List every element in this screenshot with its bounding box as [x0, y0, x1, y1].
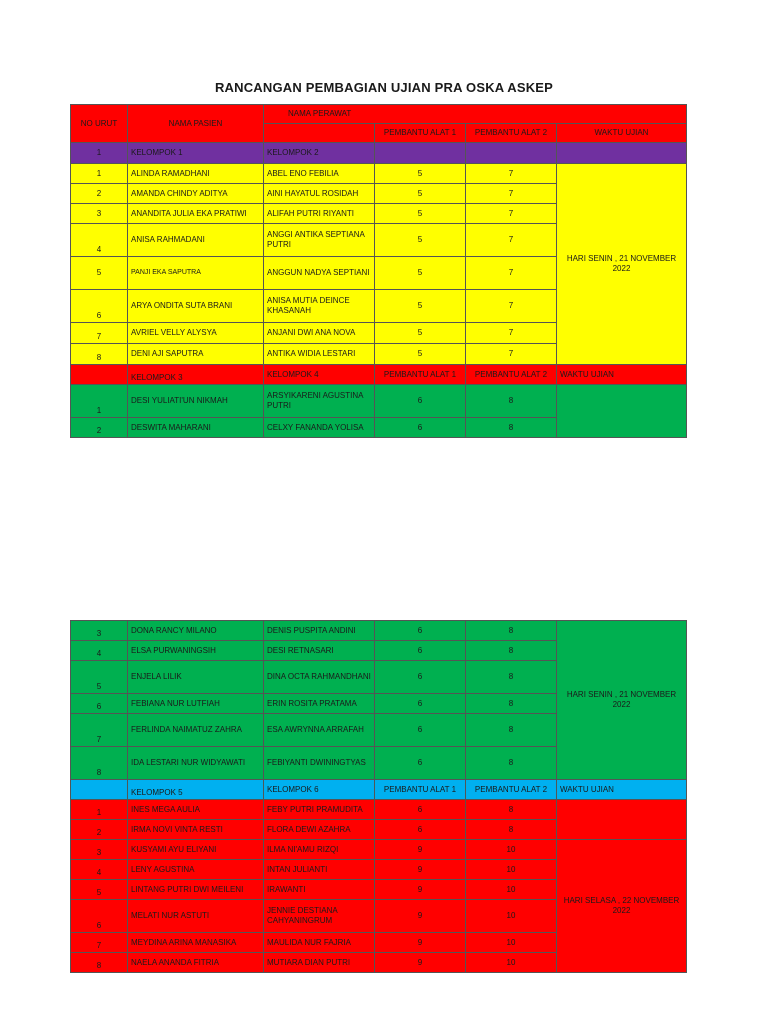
header-waktu: WAKTU UJIAN	[557, 365, 687, 385]
header-no-urut: NO URUT	[71, 105, 128, 143]
nurse-name: DENIS PUSPITA ANDINI	[264, 621, 375, 641]
table-row	[71, 840, 687, 860]
patient-name: DESWITA MAHARANI	[128, 418, 264, 438]
header-pembantu-1: PEMBANTU ALAT 1	[375, 365, 466, 385]
nurse-name: IRAWANTI	[264, 880, 375, 900]
nurse-name: ESA AWRYNNA ARRAFAH	[264, 714, 375, 747]
nurse-name: ANTIKA WIDIA LESTARI	[264, 344, 375, 365]
assistant-2-value: 8	[466, 385, 557, 418]
row-number: 7	[71, 714, 128, 747]
assistant-1-value: 6	[375, 621, 466, 641]
header-waktu: WAKTU UJIAN	[557, 780, 687, 800]
nurse-name: MAULIDA NUR FAJRIA	[264, 933, 375, 953]
assistant-1-value: 9	[375, 880, 466, 900]
assistant-2-value: 8	[466, 820, 557, 840]
patient-name: AVRIEL VELLY ALYSYA	[128, 323, 264, 344]
table-row	[71, 621, 687, 641]
blank-cell	[557, 143, 687, 164]
patient-name: ARYA ONDITA SUTA BRANI	[128, 290, 264, 323]
row-number: 1	[71, 385, 128, 418]
patient-name: DESI YULIATI'UN NIKMAH	[128, 385, 264, 418]
perawat-group-label: KELOMPOK 4	[264, 365, 375, 385]
nurse-name: JENNIE DESTIANA CAHYANINGRUM	[264, 900, 375, 933]
assistant-1-value: 9	[375, 860, 466, 880]
patient-name: PANJI EKA SAPUTRA	[128, 257, 264, 290]
assistant-2-value: 10	[466, 953, 557, 973]
nurse-name: AINI HAYATUL ROSIDAH	[264, 184, 375, 204]
row-number: 3	[71, 840, 128, 860]
nurse-name: ERIN ROSITA PRATAMA	[264, 694, 375, 714]
assistant-1-value: 5	[375, 184, 466, 204]
assistant-1-value: 5	[375, 224, 466, 257]
assistant-1-value: 5	[375, 323, 466, 344]
row-number: 2	[71, 418, 128, 438]
assistant-2-value: 10	[466, 860, 557, 880]
blank-cell	[375, 143, 466, 164]
nurse-name: ARSYIKARENI AGUSTINA PUTRI	[264, 385, 375, 418]
header-waktu: WAKTU UJIAN	[557, 124, 687, 143]
exam-time: HARI SENIN , 21 NOVEMBER 2022	[557, 164, 687, 365]
row-number: 8	[71, 953, 128, 973]
patient-name: LENY AGUSTINA	[128, 860, 264, 880]
nurse-name: FEBY PUTRI PRAMUDITA	[264, 800, 375, 820]
patient-name: DONA RANCY MILANO	[128, 621, 264, 641]
assistant-1-value: 6	[375, 385, 466, 418]
header-pembantu-2: PEMBANTU ALAT 2	[466, 124, 557, 143]
header-blank	[264, 124, 375, 143]
nurse-name: ANGGUN NADYA SEPTIANI	[264, 257, 375, 290]
row-number: 5	[71, 257, 128, 290]
row-number: 5	[71, 880, 128, 900]
row-number: 4	[71, 641, 128, 661]
assistant-2-value: 8	[466, 694, 557, 714]
nurse-name: INTAN JULIANTI	[264, 860, 375, 880]
assistant-2-value: 10	[466, 840, 557, 860]
patient-name: ELSA PURWANINGSIH	[128, 641, 264, 661]
nurse-name: DESI RETNASARI	[264, 641, 375, 661]
patient-name: NAELA ANANDA FITRIA	[128, 953, 264, 973]
nurse-name: DINA OCTA RAHMANDHANI	[264, 661, 375, 694]
row-number: 3	[71, 621, 128, 641]
group-label: KELOMPOK 3	[128, 365, 264, 385]
header-pembantu-1: PEMBANTU ALAT 1	[375, 124, 466, 143]
assistant-1-value: 5	[375, 164, 466, 184]
assistant-1-value: 5	[375, 290, 466, 323]
row-number: 6	[71, 900, 128, 933]
patient-name: ANANDITA JULIA EKA PRATIWI	[128, 204, 264, 224]
patient-name: FERLINDA NAIMATUZ ZAHRA	[128, 714, 264, 747]
row-number: 8	[71, 344, 128, 365]
nurse-name: FLORA DEWI AZAHRA	[264, 820, 375, 840]
perawat-group-label: KELOMPOK 6	[264, 780, 375, 800]
row-number: 8	[71, 747, 128, 780]
blank-cell	[557, 800, 687, 840]
assistant-1-value: 6	[375, 714, 466, 747]
patient-name: AMANDA CHINDY ADITYA	[128, 184, 264, 204]
assistant-1-value: 9	[375, 933, 466, 953]
patient-name: MELATI NUR ASTUTI	[128, 900, 264, 933]
patient-name: KUSYAMI AYU ELIYANI	[128, 840, 264, 860]
patient-name: IRMA NOVI VINTA RESTI	[128, 820, 264, 840]
patient-name: FEBIANA NUR LUTFIAH	[128, 694, 264, 714]
assistant-2-value: 7	[466, 164, 557, 184]
assistant-2-value: 8	[466, 714, 557, 747]
nurse-name: CELXY FANANDA YOLISA	[264, 418, 375, 438]
assistant-2-value: 10	[466, 880, 557, 900]
header-pembantu-2: PEMBANTU ALAT 2	[466, 780, 557, 800]
assistant-2-value: 10	[466, 900, 557, 933]
schedule-table-bottom	[70, 620, 687, 973]
patient-name: ALINDA RAMADHANI	[128, 164, 264, 184]
row-number: 3	[71, 204, 128, 224]
nurse-name: MUTIARA DIAN PUTRI	[264, 953, 375, 973]
assistant-2-value: 7	[466, 184, 557, 204]
row-number: 1	[71, 800, 128, 820]
table-row	[71, 800, 687, 820]
assistant-2-value: 7	[466, 290, 557, 323]
assistant-2-value: 7	[466, 257, 557, 290]
assistant-1-value: 5	[375, 204, 466, 224]
row-number: 5	[71, 661, 128, 694]
nurse-name: FEBIYANTI DWININGTYAS	[264, 747, 375, 780]
nurse-name: ANJANI DWI ANA NOVA	[264, 323, 375, 344]
row-number: 6	[71, 290, 128, 323]
schedule-table-top	[70, 104, 687, 438]
row-number: 7	[71, 323, 128, 344]
patient-name: ANISA RAHMADANI	[128, 224, 264, 257]
row-number: 2	[71, 820, 128, 840]
table-row	[71, 164, 687, 184]
row-number: 2	[71, 184, 128, 204]
patient-name: DENI AJI SAPUTRA	[128, 344, 264, 365]
assistant-2-value: 8	[466, 621, 557, 641]
assistant-2-value: 7	[466, 323, 557, 344]
assistant-1-value: 5	[375, 344, 466, 365]
header-pembantu-2: PEMBANTU ALAT 2	[466, 365, 557, 385]
row-number: 1	[71, 164, 128, 184]
assistant-1-value: 6	[375, 694, 466, 714]
blank-cell	[71, 780, 128, 800]
assistant-2-value: 7	[466, 344, 557, 365]
nurse-name: ANISA MUTIA DEINCE KHASANAH	[264, 290, 375, 323]
patient-name: IDA LESTARI NUR WIDYAWATI	[128, 747, 264, 780]
row-number: 7	[71, 933, 128, 953]
assistant-1-value: 6	[375, 800, 466, 820]
assistant-2-value: 10	[466, 933, 557, 953]
header-pembantu-1: PEMBANTU ALAT 1	[375, 780, 466, 800]
nurse-name: ANGGI ANTIKA SEPTIANA PUTRI	[264, 224, 375, 257]
assistant-1-value: 6	[375, 820, 466, 840]
blank-cell	[466, 143, 557, 164]
exam-time: HARI SENIN , 21 NOVEMBER 2022	[557, 621, 687, 780]
group-label: KELOMPOK 1	[128, 143, 264, 164]
assistant-2-value: 8	[466, 661, 557, 694]
assistant-1-value: 6	[375, 418, 466, 438]
patient-name: LINTANG PUTRI DWI MEILENI	[128, 880, 264, 900]
row-number: 6	[71, 694, 128, 714]
assistant-2-value: 8	[466, 418, 557, 438]
assistant-2-value: 8	[466, 800, 557, 820]
header-nama-pasien: NAMA PASIEN	[128, 105, 264, 143]
page-title: RANCANGAN PEMBAGIAN UJIAN PRA OSKA ASKEP	[214, 80, 554, 95]
patient-name: INES MEGA AULIA	[128, 800, 264, 820]
group-label: KELOMPOK 5	[128, 780, 264, 800]
assistant-1-value: 9	[375, 953, 466, 973]
assistant-1-value: 5	[375, 257, 466, 290]
assistant-2-value: 8	[466, 747, 557, 780]
nurse-name: ABEL ENO FEBILIA	[264, 164, 375, 184]
assistant-1-value: 9	[375, 900, 466, 933]
blank-cell	[557, 385, 687, 438]
header-nama-perawat: NAMA PERAWAT	[264, 105, 687, 124]
perawat-group-label: KELOMPOK 2	[264, 143, 375, 164]
assistant-1-value: 9	[375, 840, 466, 860]
table-row	[71, 385, 687, 418]
nurse-name: ILMA NI'AMU RIZQI	[264, 840, 375, 860]
assistant-1-value: 6	[375, 641, 466, 661]
row-number: 4	[71, 224, 128, 257]
nurse-name: ALIFAH PUTRI RIYANTI	[264, 204, 375, 224]
assistant-2-value: 8	[466, 641, 557, 661]
group-number: 1	[71, 143, 128, 164]
patient-name: MEYDINA ARINA MANASIKA	[128, 933, 264, 953]
blank-cell	[71, 365, 128, 385]
assistant-2-value: 7	[466, 224, 557, 257]
assistant-1-value: 6	[375, 747, 466, 780]
patient-name: ENJELA LILIK	[128, 661, 264, 694]
assistant-2-value: 7	[466, 204, 557, 224]
row-number: 4	[71, 860, 128, 880]
assistant-1-value: 6	[375, 661, 466, 694]
exam-time: HARI SELASA , 22 NOVEMBER 2022	[557, 840, 687, 973]
